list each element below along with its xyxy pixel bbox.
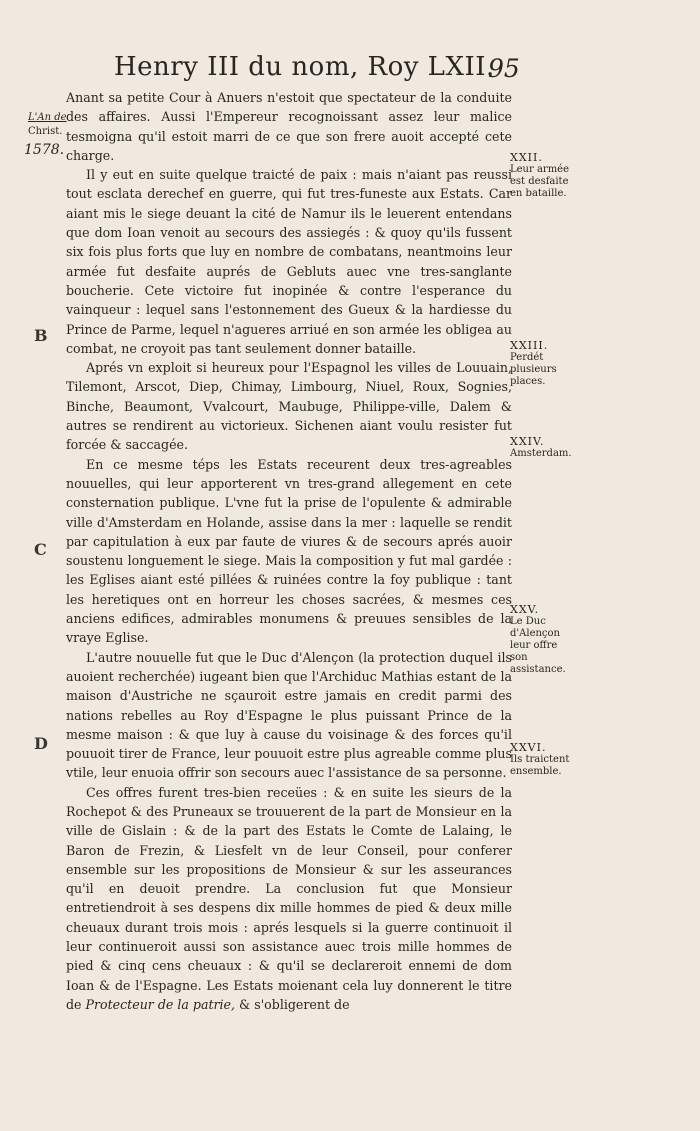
margin-note-text: Leur armée est desfaite en bataille.	[510, 164, 570, 199]
year-label-christ: Christ.	[28, 126, 63, 137]
margin-note-text: Perdét plusieurs places.	[510, 352, 557, 387]
margin-note-26	[510, 742, 576, 778]
section-letter-d: D	[34, 734, 48, 753]
margin-note-number: XXVI.	[510, 741, 547, 754]
page-number: 95	[488, 54, 520, 83]
paragraph-6	[66, 783, 512, 1015]
paragraph-4: En ce mesme téps les Estats receurent deux tres-agreables nouuelles, qui leur apporterent vn tres-grand allegement en cete consternation publique. L'vne fut la prise de l'opulente & admirable ville d'Amsterdam en Holande, assise dans la mer : laquelle se rendit par capitulation à eux par faute de viures & de secours aprés auoir soustenu longuement le siege. Mais la composition y fut mal gardée : les Eglises aiant esté pillées & ruinées contre la foy publique : tant les heretiques ont en horreur les choses sacrées, & mesmes ces anciens edifices, admirables monumens & preuues sensibles de la vraye Eglise.	[66, 456, 512, 646]
paragraph-3: Aprés vn exploit si heureux pour l'Espagnol les villes de Louuain, Tilemont, Arscot, Diep, Chimay, Limbourg, Niuel, Roux, Sognies, Binche, Beaumont, Vvalcourt, Maubuge, Philippe-ville, Dalem & autres se rendirent au victorieux. Sichenen aiant voulu resister fut forcée & saccagée.	[66, 360, 512, 453]
paragraph-6-tail: & s'obligerent de	[239, 996, 350, 1012]
paragraph-2: Il y eut en suite quelque traicté de paix : mais n'aiant pas reussi tout esclata derechef en guerre, qui fut tres-funeste aux Estats. Car aiant mis le siege deuant la cité de Namur ils le leuerent entendans que dom Ioan venoit au secours des assiegés : & quoy qu'ils fussent six fois plus forts que luy en nombre de combatans, neantmoins leur armée fut desfaite auprés de Gebluts auec vne tres-sanglante boucherie. Cete victoire fut inopinée & contre l'esperance du vainqueur : lequel sans l'estonnement des Gueux & la hardiesse du Prince de Parme, lequel n'agueres arriué en son armée les obligea au combat, ne croyoit pas tant seulement donner bataille.	[66, 167, 512, 356]
section-letter-b: B	[34, 326, 48, 345]
running-title: Henry III du nom, Roy LXII.	[114, 52, 495, 82]
paragraph-6-text: Ces offres furent tres-bien receües : & en suite les sieurs de la Rochepot & des Pruneaux se trouuerent de la part de Monsieur en la ville de Gislain : & de la part des Estats le Comte de Lalaing, le Baron de Frezin, & Liesfelt vn de leur Conseil, pour conferer ensemble sur les propositions de Monsieur & sur les asseurances qu'il en deuoit prendre. La conclusion fut que Monsieur entretiendroit à ses despens dix mille hommes de pied & deux mille cheuaux durant trois mois : aprés lesquels si la guerre continuoit il leur continueroit aussi son assistance auec trois mille hommes de pied & cinq cens cheuaux : & qu'il se declareroit ennemi de dom Ioan & de l'Espagne. Les Estats moienant cela luy donnerent le titre de	[66, 784, 512, 1012]
year-value: 1578.	[24, 142, 65, 158]
margin-note-number: XXIV.	[510, 435, 545, 448]
margin-note-22	[510, 152, 576, 200]
paragraph-5: L'autre nouuelle fut que le Duc d'Alençon (la protection duquel ils auoient recherchée) iugeant bien que l'Archiduc Mathias estant de la maison d'Austriche ne sçauroit estre jamais en credit parmi des nations rebelles au Roy d'Espagne le plus puissant Prince de la mesme maison : & que luy à cause du voisinage & des forces qu'il pouuoit tirer de France, leur pouuoit estre plus agreable comme plus vtile, leur enuoia offrir son secours auec l'assistance de sa personne.	[66, 649, 512, 781]
paragraph-1: Anant sa petite Cour à Anuers n'estoit que spectateur de la conduite des affaires. Aussi l'Empereur recognoissant assez leur malice tesmoigna qu'il estoit marri de ce que son frere auoit accepté cete charge.	[66, 90, 512, 163]
italic-title: Protecteur de la patrie,	[85, 996, 236, 1012]
margin-note-text: Le Duc d'Alençon leur offre son assistance.	[510, 616, 566, 675]
margin-note-24	[510, 436, 576, 460]
body-text	[66, 88, 512, 1014]
running-header	[0, 52, 700, 88]
margin-note-text: Ils traictent ensemble.	[510, 754, 570, 777]
year-label: L'An de	[28, 112, 67, 123]
section-letter-c: C	[34, 540, 47, 559]
margin-note-25	[510, 604, 576, 676]
margin-note-number: XXII.	[510, 151, 543, 164]
margin-note-number: XXIII.	[510, 339, 549, 352]
margin-note-text: Amsterdam.	[510, 448, 572, 459]
margin-note-number: XXV.	[510, 603, 540, 616]
margin-note-23	[510, 340, 576, 388]
